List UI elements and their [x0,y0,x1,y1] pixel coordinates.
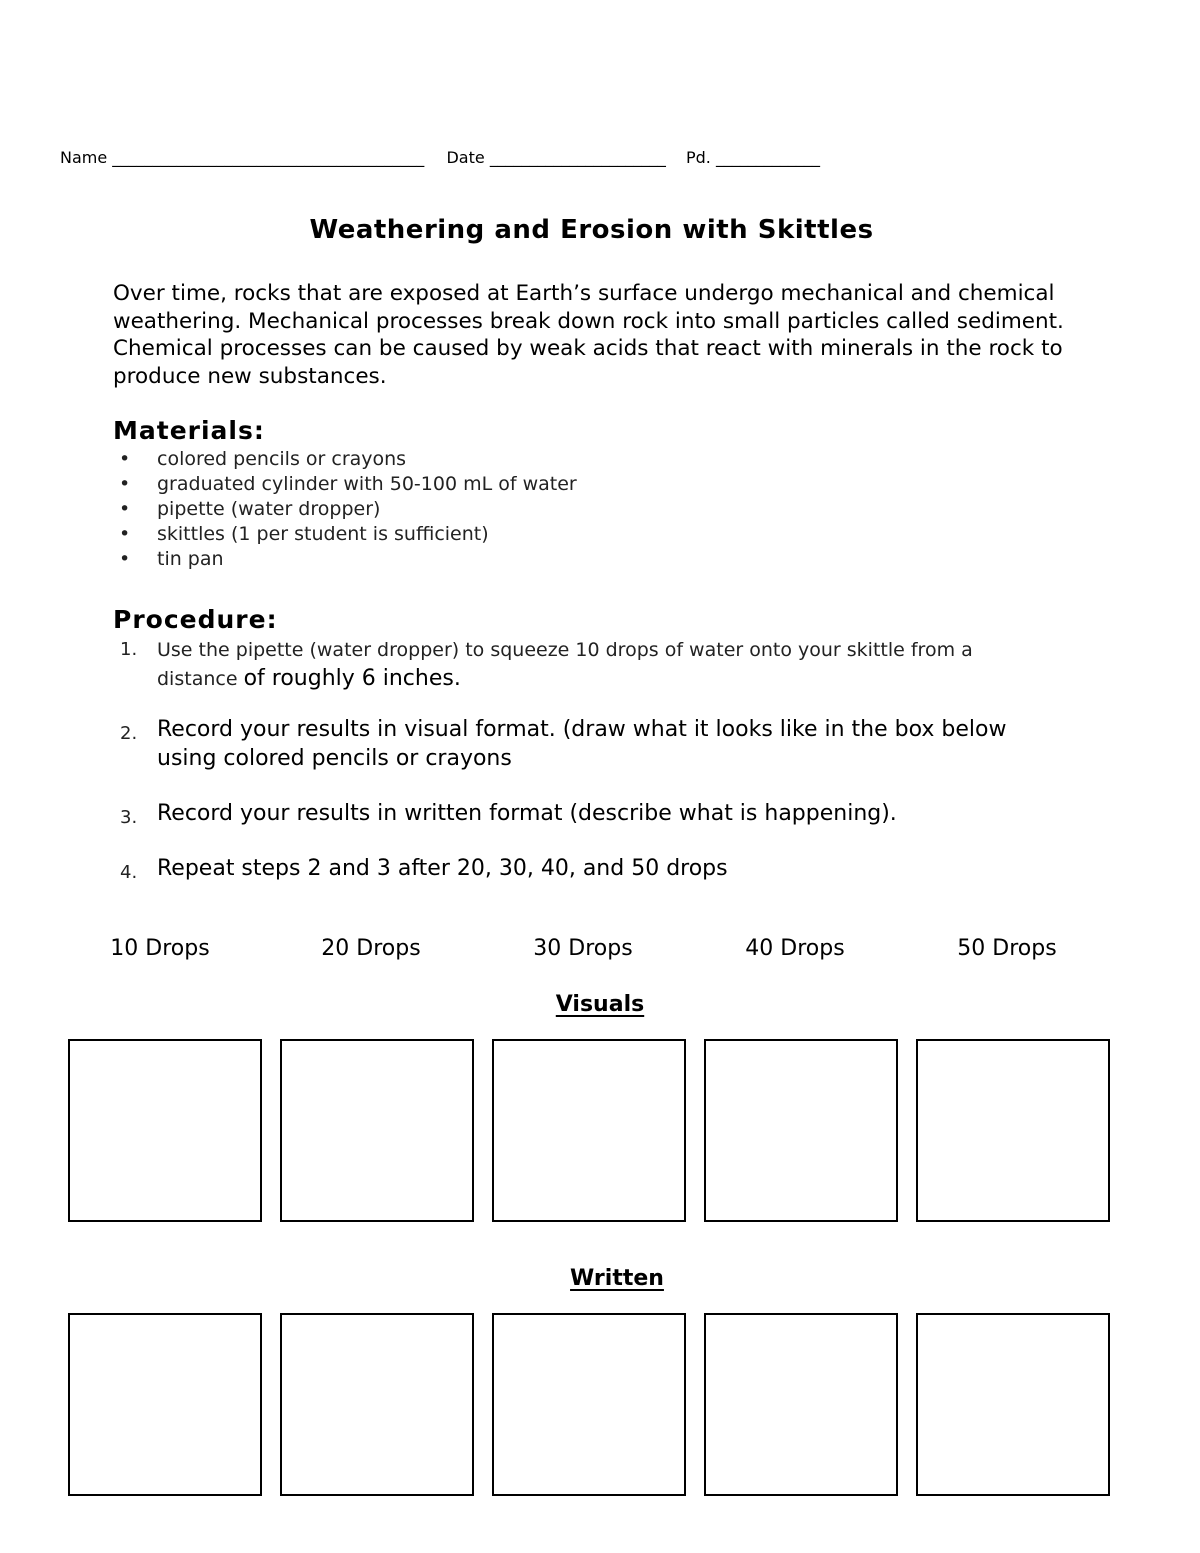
procedure-step-3: 3. Record your results in written format (describe what is happening). [120,801,897,828]
drop-label-40: 40 Drops [745,936,845,961]
visuals-heading: Visuals [555,992,645,1017]
materials-list [113,447,577,572]
materials-heading: Materials: [113,416,265,445]
drop-label-20: 20 Drops [321,936,421,961]
written-box-40[interactable] [704,1313,898,1496]
period-field[interactable]: Pd. _____________ [686,148,820,167]
bullet-icon: • [119,548,131,570]
list-item: • skittles (1 per student is sufficient) [119,523,489,545]
procedure-step-1: 1. Use the pipette (water dropper) to squeeze 10 drops of water onto your skittle from a distance of roughly 6 inches. [120,639,973,691]
written-box-30[interactable] [492,1313,686,1496]
written-heading: Written [570,1266,664,1291]
written-box-10[interactable] [68,1313,262,1496]
drop-label-50: 50 Drops [957,936,1057,961]
procedure-step-4: 4. Repeat steps 2 and 3 after 20, 30, 40, and 50 drops [120,856,728,883]
visual-box-20[interactable] [280,1039,474,1222]
visual-box-50[interactable] [916,1039,1110,1222]
date-field[interactable]: Date ______________________ [446,148,666,167]
list-item: • graduated cylinder with 50-100 mL of water [119,473,577,495]
bullet-icon: • [119,473,131,495]
drop-label-10: 10 Drops [110,936,210,961]
bullet-icon: • [119,448,131,470]
list-item: • colored pencils or crayons [119,448,407,470]
written-box-20[interactable] [280,1313,474,1496]
page-title: Weathering and Erosion with Skittles [309,215,874,245]
bullet-icon: • [119,498,131,520]
name-field[interactable]: Name _______________________________________ [60,148,425,167]
written-box-50[interactable] [916,1313,1110,1496]
intro-paragraph: Over time, rocks that are exposed at Earth’s surface undergo mechanical and chemical weathering. Mechanical processes break down rock into small particles called sediment. Chemical processes can be caused by weak acids that react with minerals in the rock to produce new substances. [113,281,1064,390]
drop-label-30: 30 Drops [533,936,633,961]
visual-box-10[interactable] [68,1039,262,1222]
list-item: • pipette (water dropper) [119,498,381,520]
procedure-heading: Procedure: [113,605,278,634]
visual-box-30[interactable] [492,1039,686,1222]
student-info-line [60,148,820,167]
list-item: • tin pan [119,548,224,570]
bullet-icon: • [119,523,131,545]
visual-box-40[interactable] [704,1039,898,1222]
procedure-step-2: 2. Record your results in visual format. (draw what it looks like in the box below using colored pencils or crayons [120,717,1007,771]
